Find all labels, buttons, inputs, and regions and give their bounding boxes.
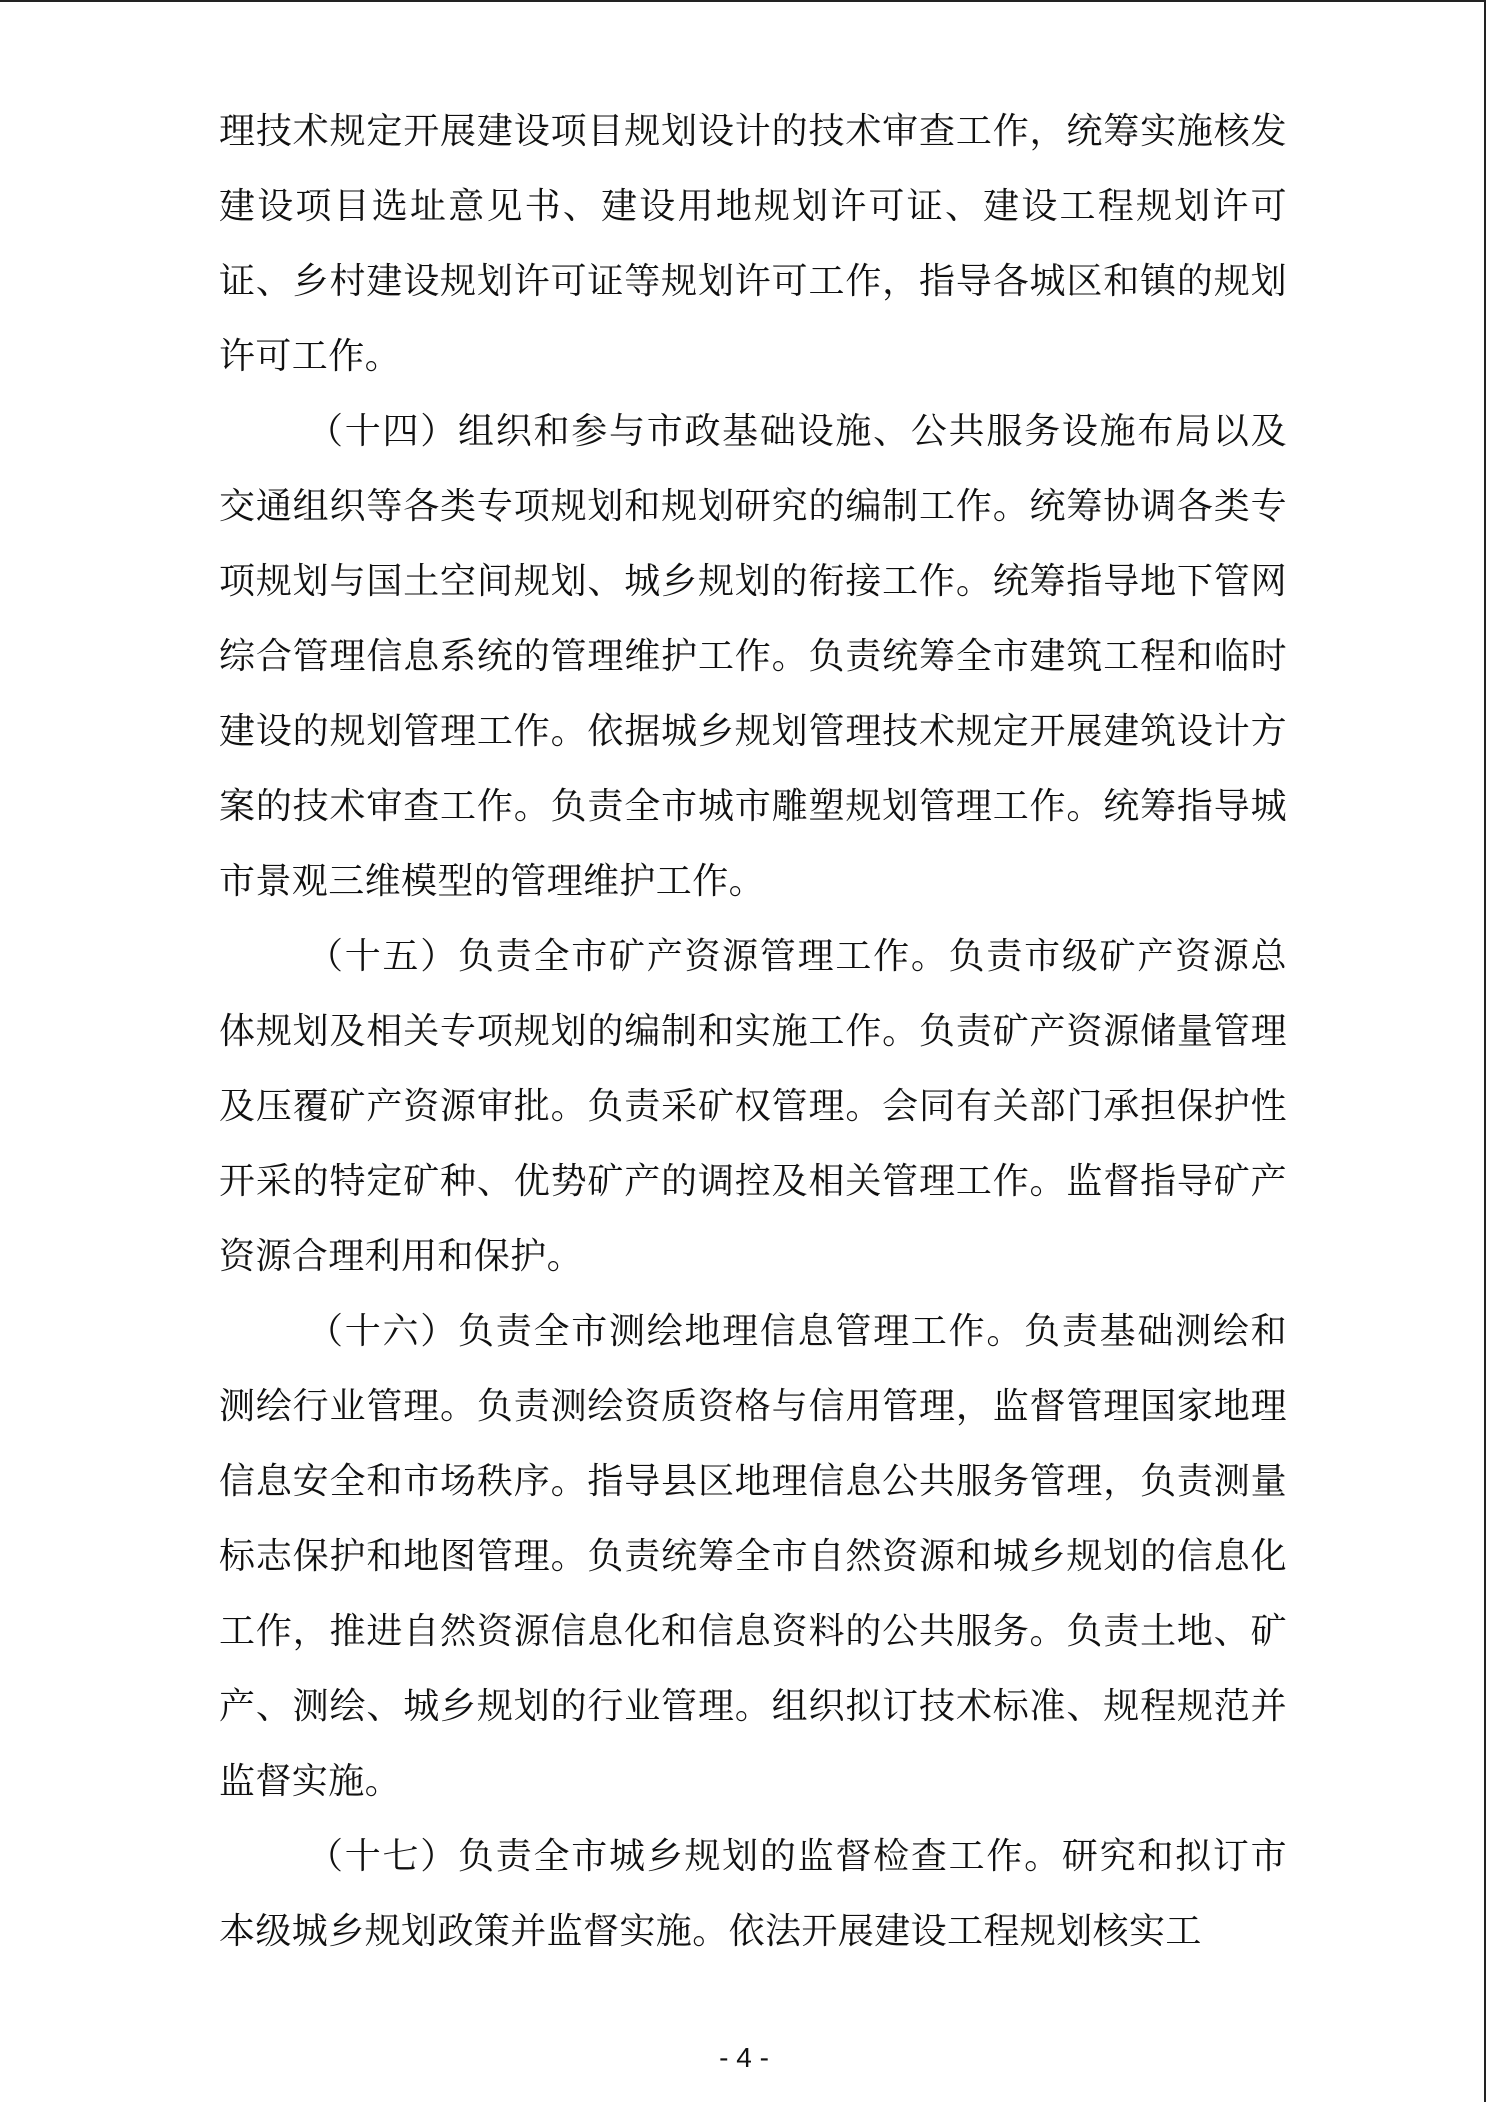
paragraph-continuation: 理技术规定开展建设项目规划设计的技术审查工作，统筹实施核发建设项目选址意见书、建设用地规划许可证、建设工程规划许可证、乡村建设规划许可证等规划许可工作，指导各城区和镇的规划许可工作。 — [219, 111, 1287, 377]
paragraph-item-15: （十五）负责全市矿产资源管理工作。负责市级矿产资源总体规划及相关专项规划的编制和实施工作。负责矿产资源储量管理及压覆矿产资源审批。负责采矿权管理。会同有关部门承担保护性开采的特定矿种、优势矿产的调控及相关管理工作。监督指导矿产资源合理利用和保护。 — [219, 936, 1287, 1277]
document-body — [219, 94, 1287, 1969]
paragraph-item-16: （十六）负责全市测绘地理信息管理工作。负责基础测绘和测绘行业管理。负责测绘资质资格与信用管理，监督管理国家地理信息安全和市场秩序。指导县区地理信息公共服务管理，负责测量标志保护和地图管理。负责统筹全市自然资源和城乡规划的信息化工作，推进自然资源信息化和信息资料的公共服务。负责土地、矿产、测绘、城乡规划的行业管理。组织拟订技术标准、规程规范并监督实施。 — [219, 1311, 1287, 1802]
paragraph-item-14: （十四）组织和参与市政基础设施、公共服务设施布局以及交通组织等各类专项规划和规划研究的编制工作。统筹协调各类专项规划与国土空间规划、城乡规划的衔接工作。统筹指导地下管网综合管理信息系统的管理维护工作。负责统筹全市建筑工程和临时建设的规划管理工作。依据城乡规划管理技术规定开展建筑设计方案的技术审查工作。负责全市城市雕塑规划管理工作。统筹指导城市景观三维模型的管理维护工作。 — [219, 411, 1287, 902]
page-number: - 4 - — [719, 2042, 769, 2073]
paragraph-item-17: （十七）负责全市城乡规划的监督检查工作。研究和拟订市本级城乡规划政策并监督实施。依法开展建设工程规划核实工 — [219, 1836, 1287, 1952]
